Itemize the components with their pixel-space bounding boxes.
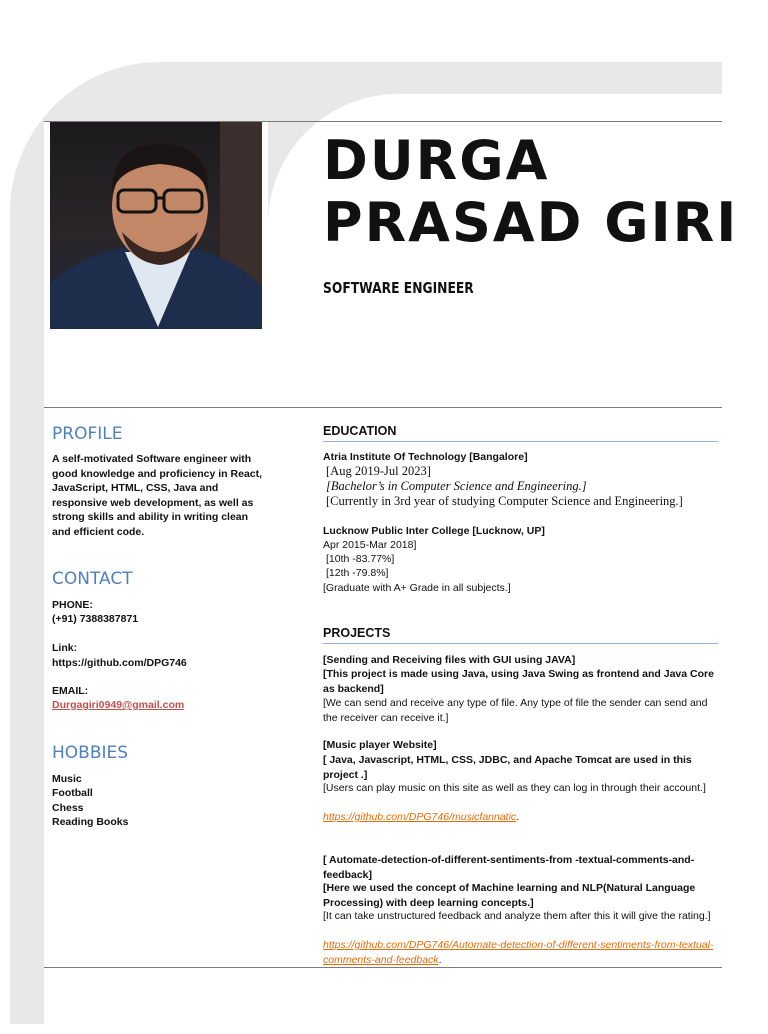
hobby-item: Music (52, 773, 82, 785)
hobby-item: Football (52, 787, 93, 799)
project-title: [Sending and Receiving files with GUI using JAVA] (323, 654, 576, 666)
project-link-line (323, 938, 718, 967)
education-heading: EDUCATION (323, 424, 718, 442)
link-label: Link: (52, 642, 78, 654)
full-name (323, 130, 738, 254)
project-tech: [ Java, Javascript, HTML, CSS, JDBC, and Apache Tomcat are used in this project .] (323, 754, 692, 781)
project-title: [Music player Website] (323, 739, 437, 751)
hobby-item: Reading Books (52, 816, 129, 828)
project-tech: [Here we used the concept of Machine learning and NLP(Natural Language Processing) with deep learning concepts.] (323, 882, 696, 909)
education-dates: Apr 2015-Mar 2018] (323, 539, 417, 551)
bottom-divider (44, 967, 722, 968)
education-degree: [Bachelor’s in Computer Science and Engineering.] (326, 479, 587, 493)
education-dates: [Aug 2019-Jul 2023] (326, 464, 431, 478)
project-link-end: . (438, 953, 442, 966)
project-link-line (323, 810, 718, 825)
project-link[interactable]: https://github.com/DPG746/musicfannatic (323, 811, 517, 823)
education-grade-10: [10th -83.77%] (326, 553, 395, 565)
hobby-item: Chess (52, 802, 84, 814)
project-description: [We can send and receive any type of file. Any type of file the sender can send and the receiver can receive it.] (323, 697, 708, 724)
profile-text: A self-motivated Software engineer with good knowledge and proficiency in React, JavaScript, HTML, CSS, Java and responsive web development, as well as strong skills and ability in writing clean and efficient code. (52, 453, 263, 538)
name-line-1: DURGA (323, 129, 550, 192)
project-link[interactable]: https://github.com/DPG746/Automate-detection-of-different-sentiments-from-textual-comments-and-feedback (323, 939, 714, 966)
projects-heading: PROJECTS (323, 626, 718, 644)
github-link[interactable]: https://github.com/DPG746 (52, 657, 187, 669)
profile-photo (50, 122, 262, 329)
name-line-2: PRASAD GIRI (323, 191, 739, 254)
project-link-end: . (516, 811, 520, 823)
education-school: Lucknow Public Inter College [Lucknow, UP] (323, 525, 545, 537)
phone-label: PHONE: (52, 599, 93, 611)
project-tech: [This project is made using Java, using Java Swing as frontend and Java Core as backend] (323, 668, 714, 695)
contact-heading: CONTACT (52, 569, 133, 589)
job-title: SOFTWARE ENGINEER (323, 279, 474, 297)
education-note: [Graduate with A+ Grade in all subjects.] (323, 582, 511, 594)
phone-value: (+91) 7388387871 (52, 613, 139, 625)
email-label: EMAIL: (52, 685, 89, 697)
education-school: Atria Institute Of Technology [Bangalore] (323, 451, 528, 463)
email-link[interactable]: Durgagiri0949@gmail.com (52, 699, 185, 711)
project-description: [Users can play music on this site as well as they can log in through their account.] (323, 782, 706, 794)
profile-heading: PROFILE (52, 424, 123, 444)
project-title: [ Automate-detection-of-different-sentiments-from -textual-comments-and-feedback] (323, 854, 695, 881)
hobbies-heading: HOBBIES (52, 743, 129, 763)
education-note: [Currently in 3rd year of studying Computer Science and Engineering.] (326, 494, 683, 508)
education-grade-12: [12th -79.8%] (326, 567, 389, 579)
middle-divider (44, 407, 722, 408)
project-description: [It can take unstructured feedback and analyze them after this it will give the rating.] (323, 910, 711, 922)
